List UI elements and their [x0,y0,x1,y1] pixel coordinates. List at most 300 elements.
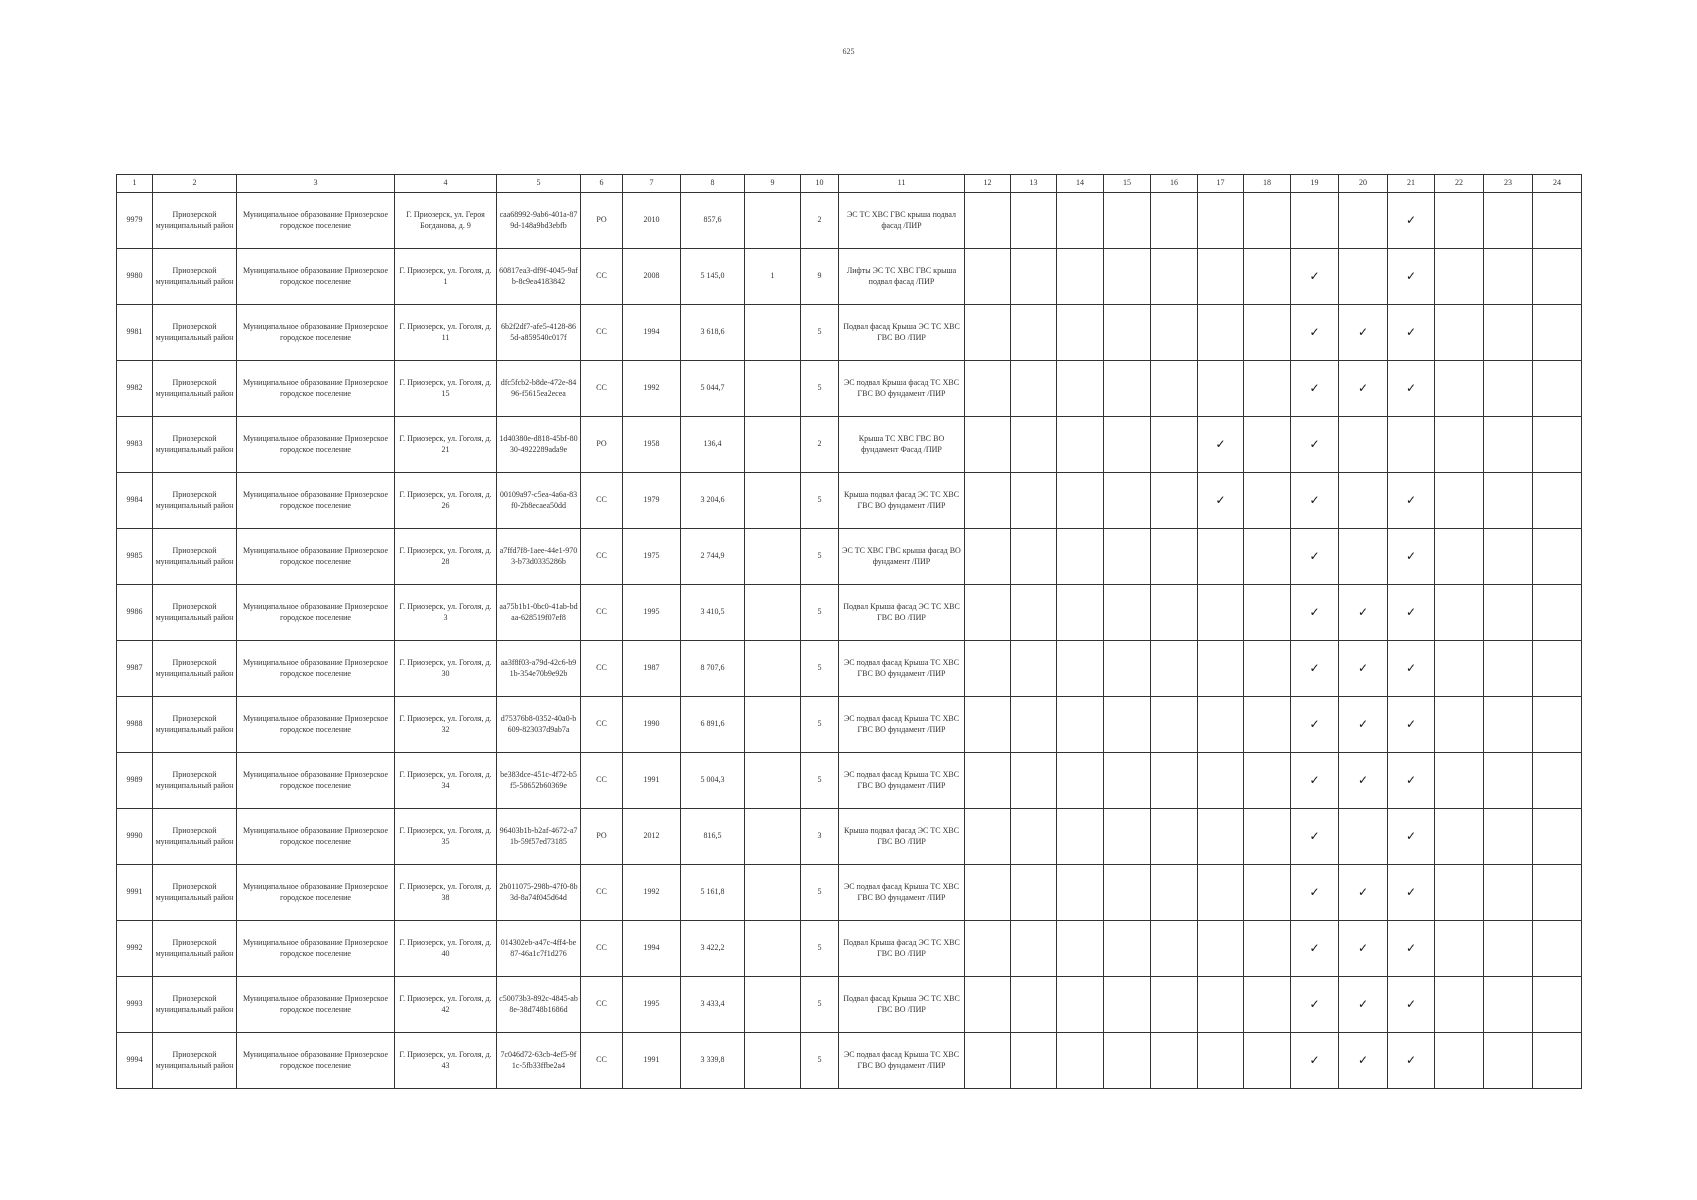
cell-col-17 [1198,809,1244,865]
table-row [117,585,1582,641]
cell-col-6: СС [581,641,623,697]
cell-col-14 [1057,1033,1104,1089]
cell-col-9 [745,697,801,753]
cell-col-5: aa3f8f03-a79d-42c6-b91b-354e70b9e92b [497,641,581,697]
cell-col-22 [1435,361,1484,417]
cell-col-18 [1244,529,1291,585]
cell-col-2: Приозерской муниципальный район [153,865,237,921]
cell-col-5: 60817ea3-df9f-4045-9afb-8c9ea4183842 [497,249,581,305]
cell-col-3: Муниципальное образование Приозерское городское поселение [237,977,395,1033]
table-row [117,249,1582,305]
cell-col-10: 5 [801,697,839,753]
column-header-10: 10 [801,175,839,193]
cell-col-12 [965,1033,1011,1089]
cell-col-3: Муниципальное образование Приозерское городское поселение [237,193,395,249]
cell-col-8: 3 618,6 [681,305,745,361]
table-row [117,1033,1582,1089]
cell-col-18 [1244,305,1291,361]
cell-col-5: 96403b1b-b2af-4672-a71b-59f57ed73185 [497,809,581,865]
cell-col-6: СС [581,865,623,921]
cell-col-16 [1151,977,1198,1033]
cell-col-15 [1104,809,1151,865]
cell-col-19 [1291,697,1339,753]
column-header-5: 5 [497,175,581,193]
cell-col-3: Муниципальное образование Приозерское городское поселение [237,417,395,473]
check-mark-icon: ✓ [1357,1052,1369,1067]
cell-col-11: ЭС ТС ХВС ГВС крыша фасад ВО фундамент /ПИР [839,529,965,585]
cell-col-10: 5 [801,865,839,921]
cell-col-10: 2 [801,193,839,249]
cell-col-11: Подвал фасад Крыша ЭС ТС ХВС ГВС ВО /ПИР [839,305,965,361]
cell-col-5: 1d40380e-d818-45bf-8030-4922289ada9e [497,417,581,473]
cell-col-13 [1011,473,1057,529]
cell-col-12 [965,641,1011,697]
cell-col-13 [1011,977,1057,1033]
cell-col-14 [1057,977,1104,1033]
cell-col-24 [1533,473,1582,529]
cell-col-18 [1244,809,1291,865]
table-row [117,417,1582,473]
cell-col-11: Подвал Крыша фасад ЭС ТС ХВС ГВС ВО /ПИР [839,585,965,641]
cell-col-15 [1104,305,1151,361]
check-mark-icon: ✓ [1357,324,1369,339]
cell-col-19 [1291,529,1339,585]
cell-col-18 [1244,417,1291,473]
table-row [117,753,1582,809]
cell-col-2: Приозерской муниципальный район [153,641,237,697]
cell-col-1: 9982 [117,361,153,417]
cell-col-3: Муниципальное образование Приозерское городское поселение [237,809,395,865]
column-header-7: 7 [623,175,681,193]
cell-col-1: 9990 [117,809,153,865]
cell-col-5: a7ffd7f8-1aee-44e1-9703-b73d0335286b [497,529,581,585]
cell-col-11: ЭС подвал фасад Крыша ТС ХВС ГВС ВО фундамент /ПИР [839,865,965,921]
cell-col-21 [1388,977,1435,1033]
cell-col-22 [1435,977,1484,1033]
cell-col-2: Приозерской муниципальный район [153,361,237,417]
cell-col-24 [1533,249,1582,305]
cell-col-17 [1198,1033,1244,1089]
table-row [117,305,1582,361]
cell-col-18 [1244,753,1291,809]
cell-col-9 [745,977,801,1033]
cell-col-12 [965,417,1011,473]
column-header-15: 15 [1104,175,1151,193]
cell-col-1: 9994 [117,1033,153,1089]
cell-col-15 [1104,361,1151,417]
cell-col-21 [1388,473,1435,529]
cell-col-1: 9986 [117,585,153,641]
cell-col-2: Приозерской муниципальный район [153,753,237,809]
cell-col-14 [1057,697,1104,753]
cell-col-7: 1975 [623,529,681,585]
check-mark-icon: ✓ [1405,212,1417,227]
check-mark-icon: ✓ [1309,604,1320,619]
cell-col-16 [1151,641,1198,697]
cell-col-20 [1339,697,1388,753]
check-mark-icon: ✓ [1357,660,1369,675]
cell-col-23 [1484,585,1533,641]
cell-col-23 [1484,1033,1533,1089]
cell-col-22 [1435,753,1484,809]
cell-col-4: Г. Приозерск, ул. Гоголя, д. 43 [395,1033,497,1089]
cell-col-22 [1435,249,1484,305]
table-row [117,473,1582,529]
column-header-19: 19 [1291,175,1339,193]
check-mark-icon: ✓ [1405,548,1417,563]
cell-col-17 [1198,417,1244,473]
check-mark-icon: ✓ [1309,548,1320,563]
cell-col-8: 5 044,7 [681,361,745,417]
cell-col-4: Г. Приозерск, ул. Гоголя, д. 40 [395,921,497,977]
check-mark-icon: ✓ [1357,884,1369,899]
cell-col-3: Муниципальное образование Приозерское городское поселение [237,697,395,753]
cell-col-7: 2012 [623,809,681,865]
cell-col-8: 816,5 [681,809,745,865]
cell-col-11: Подвал фасад Крыша ЭС ТС ХВС ГВС ВО /ПИР [839,977,965,1033]
cell-col-23 [1484,753,1533,809]
cell-col-4: Г. Приозерск, ул. Гоголя, д. 3 [395,585,497,641]
cell-col-14 [1057,305,1104,361]
check-mark-icon: ✓ [1405,940,1417,955]
cell-col-17 [1198,865,1244,921]
cell-col-16 [1151,529,1198,585]
cell-col-11: ЭС ТС ХВС ГВС крыша подвал фасад /ПИР [839,193,965,249]
column-header-3: 3 [237,175,395,193]
cell-col-12 [965,305,1011,361]
cell-col-19 [1291,473,1339,529]
cell-col-3: Муниципальное образование Приозерское городское поселение [237,473,395,529]
cell-col-1: 9992 [117,921,153,977]
cell-col-19 [1291,417,1339,473]
cell-col-17 [1198,305,1244,361]
cell-col-8: 3 422,2 [681,921,745,977]
column-header-22: 22 [1435,175,1484,193]
cell-col-18 [1244,865,1291,921]
cell-col-18 [1244,1033,1291,1089]
check-mark-icon: ✓ [1215,436,1226,451]
cell-col-17 [1198,977,1244,1033]
cell-col-13 [1011,809,1057,865]
cell-col-6: РО [581,193,623,249]
cell-col-14 [1057,417,1104,473]
cell-col-17 [1198,641,1244,697]
check-mark-icon: ✓ [1357,604,1369,619]
cell-col-5: aa75b1b1-0bc0-41ab-bdaa-628519f07ef8 [497,585,581,641]
cell-col-16 [1151,361,1198,417]
cell-col-24 [1533,753,1582,809]
cell-col-17 [1198,753,1244,809]
cell-col-22 [1435,697,1484,753]
cell-col-23 [1484,977,1533,1033]
cell-col-20 [1339,249,1388,305]
cell-col-19 [1291,753,1339,809]
cell-col-8: 6 891,6 [681,697,745,753]
cell-col-16 [1151,809,1198,865]
column-header-4: 4 [395,175,497,193]
cell-col-10: 5 [801,361,839,417]
cell-col-13 [1011,921,1057,977]
column-header-12: 12 [965,175,1011,193]
check-mark-icon: ✓ [1405,1052,1417,1067]
cell-col-10: 5 [801,977,839,1033]
cell-col-5: be383dce-451c-4f72-b5f5-58652b60369e [497,753,581,809]
cell-col-20 [1339,529,1388,585]
cell-col-21 [1388,921,1435,977]
cell-col-12 [965,585,1011,641]
cell-col-21 [1388,585,1435,641]
cell-col-19 [1291,193,1339,249]
cell-col-5: d75376b8-0352-40a0-b609-823037d9ab7a [497,697,581,753]
cell-col-20 [1339,641,1388,697]
cell-col-14 [1057,361,1104,417]
cell-col-4: Г. Приозерск, ул. Гоголя, д. 38 [395,865,497,921]
cell-col-23 [1484,305,1533,361]
cell-col-6: СС [581,921,623,977]
cell-col-14 [1057,249,1104,305]
cell-col-16 [1151,865,1198,921]
cell-col-4: Г. Приозерск, ул. Гоголя, д. 42 [395,977,497,1033]
cell-col-4: Г. Приозерск, ул. Гоголя, д. 30 [395,641,497,697]
cell-col-13 [1011,697,1057,753]
cell-col-6: РО [581,809,623,865]
check-mark-icon: ✓ [1309,324,1320,339]
cell-col-15 [1104,977,1151,1033]
cell-col-6: СС [581,753,623,809]
cell-col-1: 9993 [117,977,153,1033]
cell-col-24 [1533,697,1582,753]
cell-col-14 [1057,641,1104,697]
cell-col-17 [1198,473,1244,529]
cell-col-4: Г. Приозерск, ул. Гоголя, д. 35 [395,809,497,865]
cell-col-19 [1291,977,1339,1033]
cell-col-23 [1484,921,1533,977]
check-mark-icon: ✓ [1309,380,1320,395]
cell-col-23 [1484,529,1533,585]
cell-col-9 [745,361,801,417]
check-mark-icon: ✓ [1405,660,1417,675]
cell-col-15 [1104,753,1151,809]
cell-col-17 [1198,585,1244,641]
cell-col-16 [1151,753,1198,809]
check-mark-icon: ✓ [1405,324,1417,339]
cell-col-9 [745,865,801,921]
cell-col-9 [745,473,801,529]
cell-col-4: Г. Приозерск, ул. Гоголя, д. 26 [395,473,497,529]
cell-col-11: Крыша ТС ХВС ГВС ВО фундамент Фасад /ПИР [839,417,965,473]
cell-col-24 [1533,305,1582,361]
cell-col-15 [1104,1033,1151,1089]
cell-col-23 [1484,697,1533,753]
cell-col-8: 857,6 [681,193,745,249]
cell-col-8: 3 339,8 [681,1033,745,1089]
cell-col-2: Приозерской муниципальный район [153,697,237,753]
cell-col-3: Муниципальное образование Приозерское городское поселение [237,249,395,305]
cell-col-15 [1104,249,1151,305]
cell-col-18 [1244,641,1291,697]
cell-col-22 [1435,921,1484,977]
cell-col-13 [1011,249,1057,305]
cell-col-13 [1011,417,1057,473]
table-row [117,361,1582,417]
cell-col-3: Муниципальное образование Приозерское городское поселение [237,361,395,417]
cell-col-19 [1291,921,1339,977]
cell-col-24 [1533,417,1582,473]
cell-col-14 [1057,585,1104,641]
page-number: 625 [842,47,855,56]
cell-col-9 [745,809,801,865]
cell-col-14 [1057,529,1104,585]
cell-col-2: Приозерской муниципальный район [153,305,237,361]
cell-col-15 [1104,585,1151,641]
check-mark-icon: ✓ [1309,660,1320,675]
table-row [117,697,1582,753]
cell-col-1: 9979 [117,193,153,249]
cell-col-21 [1388,305,1435,361]
check-mark-icon: ✓ [1405,884,1417,899]
cell-col-4: Г. Приозерск, ул. Героя Богданова, д. 9 [395,193,497,249]
cell-col-5: 6b2f2df7-afe5-4128-865d-a859540c017f [497,305,581,361]
cell-col-10: 5 [801,641,839,697]
cell-col-6: СС [581,305,623,361]
cell-col-18 [1244,193,1291,249]
cell-col-7: 1994 [623,921,681,977]
cell-col-11: ЭС подвал фасад Крыша ТС ХВС ГВС ВО фундамент /ПИР [839,753,965,809]
cell-col-1: 9981 [117,305,153,361]
cell-col-3: Муниципальное образование Приозерское городское поселение [237,753,395,809]
cell-col-22 [1435,1033,1484,1089]
cell-col-10: 3 [801,809,839,865]
cell-col-5: c50073b3-892c-4845-ab8e-38d748b1686d [497,977,581,1033]
cell-col-2: Приозерской муниципальный район [153,977,237,1033]
cell-col-21 [1388,753,1435,809]
cell-col-20 [1339,753,1388,809]
check-mark-icon: ✓ [1357,380,1369,395]
cell-col-3: Муниципальное образование Приозерское городское поселение [237,921,395,977]
cell-col-3: Муниципальное образование Приозерское городское поселение [237,585,395,641]
check-mark-icon: ✓ [1215,492,1226,507]
cell-col-20 [1339,809,1388,865]
cell-col-15 [1104,921,1151,977]
cell-col-1: 9987 [117,641,153,697]
check-mark-icon: ✓ [1309,996,1320,1011]
cell-col-1: 9984 [117,473,153,529]
cell-col-20 [1339,585,1388,641]
cell-col-2: Приозерской муниципальный район [153,473,237,529]
cell-col-19 [1291,809,1339,865]
cell-col-12 [965,921,1011,977]
cell-col-23 [1484,361,1533,417]
cell-col-1: 9991 [117,865,153,921]
cell-col-12 [965,249,1011,305]
cell-col-8: 3 433,4 [681,977,745,1033]
cell-col-18 [1244,977,1291,1033]
cell-col-11: Подвал Крыша фасад ЭС ТС ХВС ГВС ВО /ПИР [839,921,965,977]
table-row [117,865,1582,921]
cell-col-2: Приозерской муниципальный район [153,249,237,305]
cell-col-1: 9988 [117,697,153,753]
cell-col-17 [1198,697,1244,753]
cell-col-7: 2008 [623,249,681,305]
cell-col-24 [1533,1033,1582,1089]
cell-col-10: 5 [801,753,839,809]
cell-col-17 [1198,249,1244,305]
check-mark-icon: ✓ [1405,380,1417,395]
column-header-20: 20 [1339,175,1388,193]
cell-col-6: СС [581,361,623,417]
cell-col-23 [1484,417,1533,473]
cell-col-20 [1339,977,1388,1033]
table-row [117,641,1582,697]
cell-col-6: РО [581,417,623,473]
cell-col-11: ЭС подвал фасад Крыша ТС ХВС ГВС ВО фундамент /ПИР [839,1033,965,1089]
cell-col-5: caa68992-9ab6-401a-879d-148a9bd3ebfb [497,193,581,249]
column-header-24: 24 [1533,175,1582,193]
cell-col-7: 2010 [623,193,681,249]
cell-col-4: Г. Приозерск, ул. Гоголя, д. 32 [395,697,497,753]
cell-col-24 [1533,921,1582,977]
cell-col-7: 1958 [623,417,681,473]
cell-col-10: 5 [801,1033,839,1089]
cell-col-17 [1198,193,1244,249]
cell-col-21 [1388,641,1435,697]
cell-col-10: 5 [801,921,839,977]
cell-col-6: СС [581,1033,623,1089]
cell-col-14 [1057,921,1104,977]
cell-col-2: Приозерской муниципальный район [153,417,237,473]
check-mark-icon: ✓ [1309,492,1320,507]
cell-col-17 [1198,921,1244,977]
cell-col-8: 136,4 [681,417,745,473]
cell-col-10: 2 [801,417,839,473]
check-mark-icon: ✓ [1357,940,1369,955]
cell-col-18 [1244,921,1291,977]
header-row [117,175,1582,193]
check-mark-icon: ✓ [1309,884,1320,899]
cell-col-5: 2b011075-298b-47f0-8b3d-8a74f045d64d [497,865,581,921]
cell-col-23 [1484,249,1533,305]
cell-col-20 [1339,417,1388,473]
column-header-2: 2 [153,175,237,193]
cell-col-9 [745,305,801,361]
cell-col-9 [745,585,801,641]
cell-col-16 [1151,697,1198,753]
cell-col-8: 3 410,5 [681,585,745,641]
cell-col-16 [1151,417,1198,473]
cell-col-21 [1388,529,1435,585]
cell-col-8: 5 004,3 [681,753,745,809]
cell-col-13 [1011,529,1057,585]
cell-col-7: 1994 [623,305,681,361]
cell-col-18 [1244,361,1291,417]
cell-col-14 [1057,753,1104,809]
check-mark-icon: ✓ [1309,1052,1320,1067]
cell-col-9 [745,921,801,977]
cell-col-21 [1388,1033,1435,1089]
column-header-1: 1 [117,175,153,193]
column-header-14: 14 [1057,175,1104,193]
cell-col-22 [1435,641,1484,697]
cell-col-9 [745,753,801,809]
cell-col-7: 1992 [623,865,681,921]
cell-col-17 [1198,361,1244,417]
cell-col-23 [1484,473,1533,529]
cell-col-22 [1435,529,1484,585]
cell-col-3: Муниципальное образование Приозерское городское поселение [237,305,395,361]
cell-col-20 [1339,193,1388,249]
check-mark-icon: ✓ [1357,996,1369,1011]
column-header-21: 21 [1388,175,1435,193]
